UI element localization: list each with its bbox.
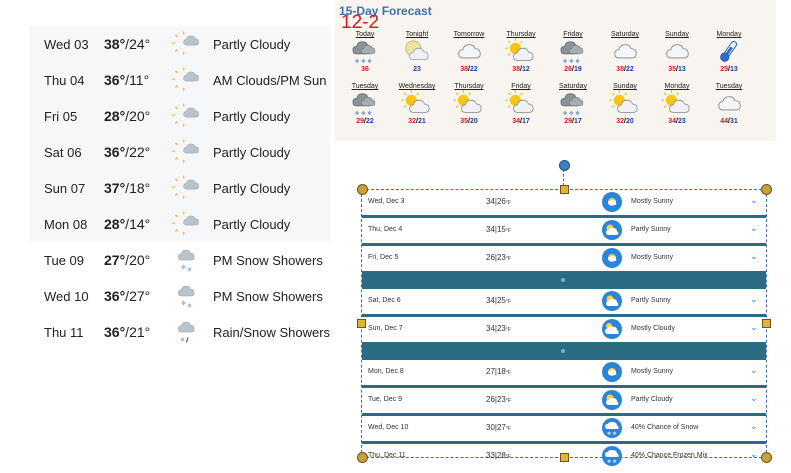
- rotation-guide: [563, 169, 564, 186]
- condition-label: PM Snow Showers: [213, 253, 323, 268]
- temperature: 36°/11°: [104, 72, 150, 88]
- forecast-day-cell[interactable]: [599, 82, 651, 132]
- thermometer-icon: [712, 39, 746, 65]
- row-temps: 26|23°F: [486, 253, 511, 262]
- chevron-down-icon[interactable]: ⌄: [750, 195, 758, 205]
- condition-label: Partly Cloudy: [213, 217, 291, 232]
- chevron-down-icon[interactable]: ⌄: [750, 421, 758, 431]
- high-temp: 36°: [104, 144, 126, 160]
- row-low: 15: [496, 225, 506, 234]
- forecast-temps: 38/22: [460, 66, 478, 73]
- forecast-high: 38: [512, 66, 521, 73]
- row-low: 23: [496, 324, 506, 333]
- forecast-day-cell[interactable]: [391, 82, 443, 132]
- forecast-day-link[interactable]: Tuesday: [715, 83, 743, 90]
- forecast-day-cell[interactable]: [495, 82, 547, 132]
- day-label: Thu 04: [44, 73, 85, 88]
- row-low: 18: [496, 367, 506, 376]
- svg-text:✻: ✻: [181, 263, 187, 271]
- forecast-high: 38: [460, 66, 469, 73]
- forecast-day-cell[interactable]: [443, 30, 495, 80]
- temperature: 28°/14°: [104, 216, 151, 232]
- svg-text:❄ ❄: ❄ ❄: [607, 431, 617, 437]
- forecast-high: 26: [564, 66, 573, 73]
- row-high: 34: [486, 296, 495, 305]
- snow-icon: [602, 446, 622, 466]
- row-condition: Partly Sunny: [631, 226, 671, 233]
- sun-cloud-icon: [608, 91, 642, 117]
- low-temp: 27°: [129, 288, 151, 304]
- forecast-day-link[interactable]: Tomorrow: [453, 31, 485, 38]
- resize-handle-bottom[interactable]: [560, 453, 569, 462]
- forecast-temps: 35/13: [668, 66, 686, 73]
- forecast-low: 12: [521, 66, 530, 73]
- row-condition: Partly Cloudy: [631, 396, 673, 403]
- row-high: 30: [486, 423, 495, 432]
- rain-snow-icon: [174, 318, 204, 346]
- resize-handle-left[interactable]: [357, 319, 366, 328]
- temp-unit: °F: [505, 299, 511, 305]
- low-temp: 18°: [129, 180, 151, 196]
- date-stamp: 12-2: [341, 12, 380, 33]
- svg-text:✻: ✻: [187, 303, 192, 310]
- row-temps: 34|23°F: [486, 324, 511, 333]
- high-temp: 27°: [104, 252, 126, 268]
- forecast-day-cell[interactable]: [703, 82, 755, 132]
- temp-unit: °F: [505, 370, 511, 376]
- forecast-temps: 38/22: [616, 66, 634, 73]
- day-label: Wed 03: [44, 37, 89, 52]
- partly-sunny-icon: [602, 291, 622, 311]
- low-temp: 22°: [129, 144, 151, 160]
- cloudy-icon: [602, 319, 622, 339]
- forecast-day-cell[interactable]: [599, 30, 651, 80]
- condition-label: Rain/Snow Showers: [213, 325, 331, 340]
- partly-cloudy-icon: [174, 102, 204, 130]
- day-row: [30, 134, 330, 170]
- forecast-high: 35: [460, 118, 469, 125]
- partly-cloudy-icon: [174, 174, 204, 202]
- sun-cloud-icon: [504, 39, 538, 65]
- day-row: [30, 314, 330, 350]
- row-temps: 30|27°F: [486, 423, 511, 432]
- forecast-low: 20: [625, 118, 634, 125]
- low-temp: 11°: [129, 72, 150, 88]
- forecast-high: 34: [512, 118, 521, 125]
- cloudy-icon: [712, 91, 746, 117]
- day-row: [30, 206, 330, 242]
- forecast-day-cell[interactable]: [443, 82, 495, 132]
- sun-cloud-icon: [504, 91, 538, 117]
- partly-sunny-icon: [602, 220, 622, 240]
- forecast-low: 22: [625, 66, 634, 73]
- snow-icon: [602, 418, 622, 438]
- row-condition: Mostly Sunny: [631, 254, 674, 261]
- row-condition: Mostly Sunny: [631, 198, 674, 205]
- forecast-high: 29: [564, 118, 573, 125]
- high-temp: 38°: [104, 36, 126, 52]
- row-date: Sat, Dec 6: [368, 297, 401, 304]
- row-temps: 26|23°F: [486, 395, 511, 404]
- forecast-day-link[interactable]: Saturday: [558, 83, 588, 90]
- day-label: Sun 07: [44, 181, 86, 196]
- svg-text:✻: ✻: [187, 267, 192, 274]
- forecast-day-link[interactable]: Thursday: [454, 83, 484, 90]
- forecast-temps: 34/23: [668, 118, 686, 125]
- row-condition: Partly Sunny: [631, 297, 671, 304]
- forecast-day-cell[interactable]: [703, 30, 755, 80]
- sun-icon: [602, 192, 622, 212]
- forecast-day-link[interactable]: Thursday: [506, 31, 536, 38]
- forecast-table-row[interactable]: [362, 289, 766, 314]
- forecast-temps: 35/20: [460, 118, 478, 125]
- forecast-day-link[interactable]: Saturday: [610, 31, 640, 38]
- snow-showers-icon: [174, 246, 204, 274]
- forecast-table-row[interactable]: [362, 246, 766, 271]
- row-temps: 33|28°F: [486, 451, 511, 460]
- forecast-temps: [391, 65, 443, 74]
- row-high: 34: [486, 324, 495, 333]
- condition-label: Partly Cloudy: [213, 181, 291, 196]
- forecast-day-link[interactable]: Friday: [563, 31, 583, 38]
- forecast-low: 23: [677, 118, 686, 125]
- day-row: [30, 242, 330, 278]
- forecast-day-cell[interactable]: [547, 82, 599, 132]
- forecast-low: 23: [413, 66, 421, 73]
- snow-showers-icon: [174, 282, 204, 310]
- snow-cloud-icon: [348, 39, 382, 65]
- row-high: 34: [486, 197, 495, 206]
- sun-cloud-icon: [400, 91, 434, 117]
- sun-icon: [602, 362, 622, 382]
- forecast-day-cell[interactable]: [391, 30, 443, 80]
- cloudy-icon: [608, 39, 642, 65]
- high-temp: 37°: [104, 180, 126, 196]
- row-temps: 34|15°F: [486, 225, 511, 234]
- forecast-table-row[interactable]: [362, 218, 766, 243]
- row-condition: Mostly Sunny: [631, 368, 674, 375]
- chevron-down-icon[interactable]: ⌄: [750, 322, 758, 332]
- resize-handle-top-right[interactable]: [761, 184, 772, 195]
- forecast-day-link[interactable]: Tuesday: [351, 83, 379, 90]
- forecast-table-row[interactable]: [362, 388, 766, 413]
- day-label: Tue 09: [44, 253, 84, 268]
- snow-cloud-icon: [556, 91, 590, 117]
- forecast-low: 19: [573, 66, 582, 73]
- temperature: 36°/21°: [104, 324, 151, 340]
- forecast-temps: 32/21: [408, 118, 426, 125]
- svg-text:❄ ❄: ❄ ❄: [607, 459, 617, 465]
- forecast-day-cell[interactable]: [339, 30, 391, 80]
- cloudy-icon: [452, 39, 486, 65]
- condition-label: Partly Cloudy: [213, 145, 291, 160]
- temperature: 27°/20°: [104, 252, 151, 268]
- low-temp: 14°: [129, 216, 151, 232]
- day-row: [30, 170, 330, 206]
- svg-text:❄ ❄ ❄: ❄ ❄ ❄: [562, 111, 580, 118]
- condition-label: Partly Cloudy: [213, 109, 291, 124]
- row-date: Tue, Dec 9: [368, 396, 402, 403]
- forecast-temps: 32/20: [616, 118, 634, 125]
- day-row: [30, 26, 330, 62]
- row-temps: 27|18°F: [486, 367, 511, 376]
- row-high: 34: [486, 225, 495, 234]
- row-low: 25: [496, 296, 506, 305]
- partly-cloudy-icon: [174, 30, 204, 58]
- temp-unit: °F: [505, 256, 511, 262]
- forecast-low: 13: [677, 66, 686, 73]
- temperature: 28°/20°: [104, 108, 151, 124]
- moon-cloud-icon: [400, 39, 434, 65]
- week-divider-band: [362, 342, 766, 360]
- row-high: 26: [486, 395, 495, 404]
- forecast-title: 15-Day Forecast: [339, 4, 432, 18]
- forecast-low: 20: [469, 118, 478, 125]
- forecast-high: 44: [720, 118, 729, 125]
- forecast-low: 17: [521, 118, 530, 125]
- chevron-down-icon[interactable]: ⌄: [750, 294, 758, 304]
- condition-label: Partly Cloudy: [213, 37, 291, 52]
- forecast-high: 32: [408, 118, 417, 125]
- sun-icon: [602, 248, 622, 268]
- sun-cloud-icon: [660, 91, 694, 117]
- forecast-high: 25: [720, 66, 729, 73]
- forecast-temps: 34/17: [512, 118, 530, 125]
- temperature: 37°/18°: [104, 180, 151, 196]
- resize-handle-bottom-left[interactable]: [357, 452, 368, 463]
- temp-unit: °F: [505, 398, 511, 404]
- forecast-temps: 25/13: [720, 66, 738, 73]
- dot-icon: [561, 278, 565, 282]
- row-high: 27: [486, 367, 495, 376]
- svg-text:❄ ❄ ❄: ❄ ❄ ❄: [354, 111, 372, 118]
- week-divider-band: [362, 271, 766, 289]
- forecast-table-row[interactable]: [362, 360, 766, 385]
- forecast-day-link[interactable]: Today: [355, 31, 375, 38]
- forecast-table-row[interactable]: [362, 317, 766, 342]
- resize-handle-bottom-right[interactable]: [761, 452, 772, 463]
- row-high: 26: [486, 253, 495, 262]
- chevron-down-icon[interactable]: ⌄: [750, 365, 758, 375]
- forecast-temps: 44/31: [720, 118, 738, 125]
- forecast-low: 21: [417, 118, 426, 125]
- forecast-low: 17: [573, 118, 582, 125]
- day-label: Fri 05: [44, 109, 78, 124]
- forecast-low: 22: [365, 118, 374, 125]
- forecast-table-row[interactable]: [362, 416, 766, 441]
- day-label: Wed 10: [44, 289, 89, 304]
- forecast-high: 36: [361, 66, 369, 73]
- day-row: [30, 278, 330, 314]
- forecast-temps: 29/22: [356, 118, 374, 125]
- row-low: 28: [496, 451, 506, 460]
- row-date: Mon, Dec 8: [368, 368, 404, 375]
- forecast-day-link[interactable]: Friday: [511, 83, 531, 90]
- partly-cloudy-icon: [174, 138, 204, 166]
- forecast-day-link[interactable]: Sunday: [613, 83, 637, 90]
- temp-unit: °F: [505, 454, 511, 460]
- day-label: Thu 11: [44, 325, 84, 340]
- low-temp: 20°: [129, 252, 151, 268]
- forecast-day-link[interactable]: Tonight: [405, 31, 429, 38]
- row-low: 26: [496, 197, 506, 206]
- forecast-low: 22: [469, 66, 478, 73]
- fifteen-day-forecast-panel: [335, 0, 776, 141]
- forecast-day-link[interactable]: Monday: [664, 83, 690, 90]
- low-temp: 24°: [129, 36, 151, 52]
- temp-unit: °F: [505, 426, 511, 432]
- row-temps: 34|25°F: [486, 296, 511, 305]
- row-low: 27: [496, 423, 506, 432]
- low-temp: 20°: [129, 108, 151, 124]
- forecast-high: 32: [616, 118, 625, 125]
- forecast-day-cell[interactable]: [547, 30, 599, 80]
- row-date: Sun, Dec 7: [368, 325, 403, 332]
- day-row: [30, 98, 330, 134]
- forecast-day-link[interactable]: Monday: [716, 31, 742, 38]
- temp-unit: °F: [505, 200, 511, 206]
- forecast-day-cell[interactable]: [651, 30, 703, 80]
- partly-cloudy-icon: [174, 210, 204, 238]
- high-temp: 36°: [104, 288, 126, 304]
- chevron-down-icon[interactable]: ⌄: [750, 449, 758, 459]
- forecast-day-cell[interactable]: [339, 82, 391, 132]
- row-low: 23: [496, 253, 506, 262]
- temperature: 36°/22°: [104, 144, 151, 160]
- condition-label: AM Clouds/PM Sun: [213, 73, 327, 88]
- day-row: [30, 62, 330, 98]
- forecast-temps: 29/17: [564, 118, 582, 125]
- resize-handle-top-left[interactable]: [357, 184, 368, 195]
- forecast-day-link[interactable]: Sunday: [665, 31, 689, 38]
- resize-handle-right[interactable]: [762, 319, 771, 328]
- row-date: Thu, Dec 11: [368, 452, 406, 459]
- row-low: 23: [496, 395, 506, 404]
- high-temp: 28°: [104, 216, 126, 232]
- day-label: Sat 06: [44, 145, 82, 160]
- high-temp: 36°: [104, 72, 126, 88]
- high-temp: 36°: [104, 324, 126, 340]
- rotation-handle[interactable]: [559, 160, 570, 171]
- forecast-day-link[interactable]: Wednesday: [398, 83, 436, 90]
- row-date: Wed, Dec 3: [368, 198, 405, 205]
- row-date: Fri, Dec 5: [368, 254, 399, 261]
- chevron-down-icon[interactable]: ⌄: [750, 393, 758, 403]
- forecast-high: 35: [668, 66, 677, 73]
- forecast-day-cell[interactable]: [495, 30, 547, 80]
- dot-icon: [561, 349, 565, 353]
- svg-text:❄ ❄ ❄: ❄ ❄ ❄: [562, 59, 580, 66]
- forecast-low: 13: [729, 66, 738, 73]
- svg-text:✻: ✻: [180, 337, 185, 344]
- snow-cloud-icon: [348, 91, 382, 117]
- temperature: 36°/27°: [104, 288, 151, 304]
- cloudy-icon: [660, 39, 694, 65]
- row-date: Wed, Dec 10: [368, 424, 409, 431]
- low-temp: 21°: [129, 324, 151, 340]
- row-condition: Mostly Cloudy: [631, 325, 675, 332]
- forecast-high: 29: [356, 118, 365, 125]
- chevron-down-icon[interactable]: ⌄: [750, 251, 758, 261]
- chevron-down-icon[interactable]: ⌄: [750, 223, 758, 233]
- svg-text:✻: ✻: [181, 299, 187, 307]
- forecast-temps: 38/12: [512, 66, 530, 73]
- partly-cloudy-icon: [174, 66, 204, 94]
- row-high: 33: [486, 451, 495, 460]
- temperature: 38°/24°: [104, 36, 151, 52]
- partly-sunny-icon: [602, 390, 622, 410]
- forecast-high: 34: [668, 118, 677, 125]
- temp-unit: °F: [505, 228, 511, 234]
- snow-cloud-icon: [556, 39, 590, 65]
- row-condition: 40% Chance Frozen Mix: [631, 452, 708, 459]
- sun-cloud-icon: [452, 91, 486, 117]
- row-date: Thu, Dec 4: [368, 226, 403, 233]
- forecast-high: 38: [616, 66, 625, 73]
- forecast-low: 31: [729, 118, 738, 125]
- forecast-table-selection[interactable]: [361, 189, 767, 465]
- svg-text:❄ ❄ ❄: ❄ ❄ ❄: [354, 59, 372, 66]
- row-condition: 40% Chance of Snow: [631, 424, 699, 431]
- forecast-temps: [339, 65, 391, 74]
- high-temp: 28°: [104, 108, 126, 124]
- resize-handle-top[interactable]: [560, 185, 569, 194]
- row-temps: 34|26°F: [486, 197, 511, 206]
- condition-label: PM Snow Showers: [213, 289, 323, 304]
- forecast-day-cell[interactable]: [651, 82, 703, 132]
- temp-unit: °F: [505, 327, 511, 333]
- day-label: Mon 08: [44, 217, 88, 232]
- forecast-temps: 26/19: [564, 66, 582, 73]
